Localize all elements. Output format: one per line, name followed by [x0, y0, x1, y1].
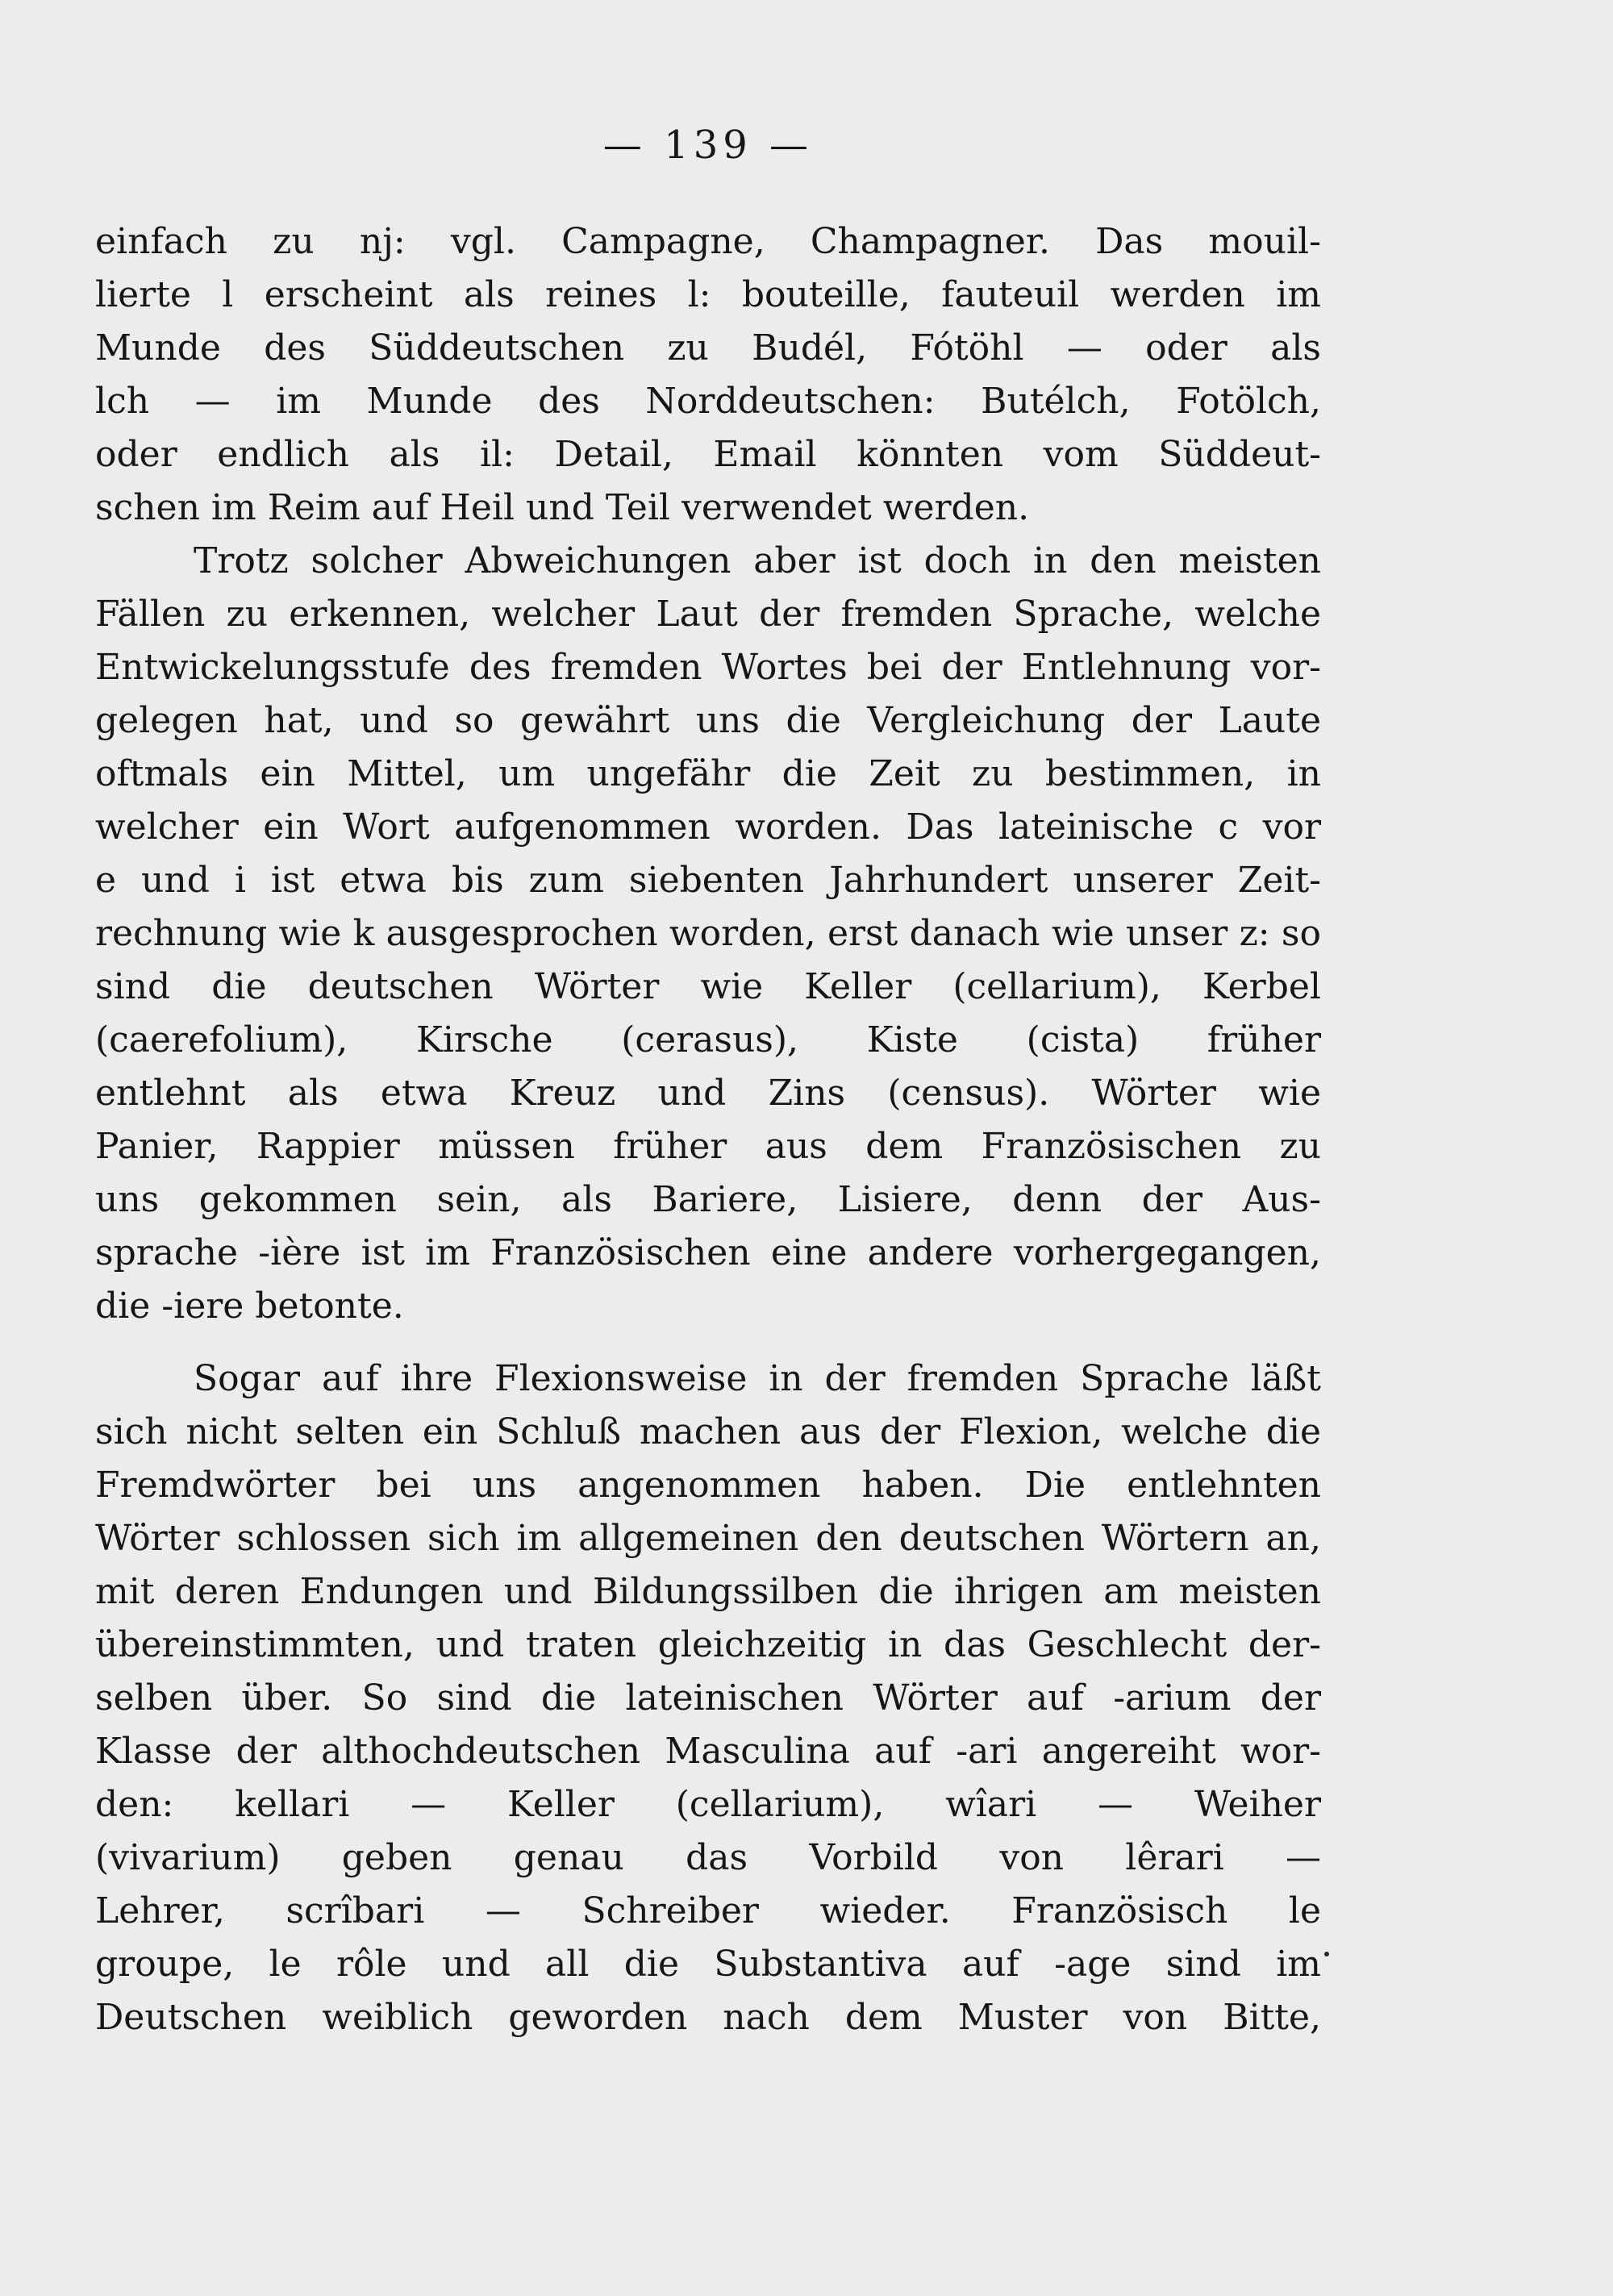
- text-line: sprache -ière ist im Französischen eine andere vorhergegangen,: [95, 1232, 1321, 1273]
- text-line: selben über. So sind die lateinischen Wörter auf -arium der: [95, 1677, 1321, 1719]
- text-line: übereinstimmten, und traten gleichzeitig in das Geschlecht der-: [95, 1624, 1321, 1665]
- text-line: Entwickelungsstufe des fremden Wortes bei der Entlehnung vor-: [95, 647, 1321, 688]
- text-line: lierte l erscheint als reines l: bouteille, fauteuil werden im: [95, 274, 1321, 315]
- text-line: Fremdwörter bei uns angenommen haben. Die entlehnten: [95, 1465, 1321, 1506]
- text-line: uns gekommen sein, als Bariere, Lisiere, denn der Aus-: [95, 1179, 1321, 1220]
- text-line: Fällen zu erkennen, welcher Laut der fremden Sprache, welche: [95, 594, 1321, 635]
- text-line: entlehnt als etwa Kreuz und Zins (census). Wörter wie: [95, 1073, 1321, 1114]
- text-line: den: kellari — Keller (cellarium), wîari — Weiher: [95, 1784, 1321, 1825]
- text-line: oder endlich als il: Detail, Email könnten vom Süddeut-: [95, 434, 1321, 475]
- text-line: mit deren Endungen und Bildungssilben die ihrigen am meisten: [95, 1571, 1321, 1612]
- text-line: (caerefolium), Kirsche (cerasus), Kiste (cista) früher: [95, 1019, 1321, 1060]
- text-line: Munde des Süddeutschen zu Budél, Fótöhl — oder als: [95, 327, 1321, 369]
- page-number: — 139 —: [602, 123, 814, 168]
- text-line: schen im Reim auf Heil und Teil verwendet werden.: [95, 487, 1030, 528]
- text-line: Lehrer, scrîbari — Schreiber wieder. Französisch le: [95, 1890, 1321, 1931]
- text-line: groupe, le rôle und all die Substantiva auf -age sind im: [95, 1944, 1321, 1985]
- text-line: die -iere betonte.: [95, 1286, 404, 1327]
- text-line: Wörter schlossen sich im allgemeinen den deutschen Wörtern an,: [95, 1518, 1321, 1559]
- text-line: Klasse der althochdeutschen Masculina auf -ari angereiht wor-: [95, 1731, 1321, 1772]
- text-line: einfach zu nj: vgl. Campagne, Champagner. Das mouil-: [95, 221, 1321, 262]
- paragraph-start-line: Trotz solcher Abweichungen aber ist doch in den meisten: [194, 540, 1321, 581]
- text-line: lch — im Munde des Norddeutschen: Butélch, Fotölch,: [95, 381, 1321, 422]
- text-line: (vivarium) geben genau das Vorbild von lêrari —: [95, 1837, 1321, 1878]
- text-line: oftmals ein Mittel, um ungefähr die Zeit zu bestimmen, in: [95, 753, 1321, 794]
- ink-speck: [1324, 1952, 1329, 1956]
- text-line: Panier, Rappier müssen früher aus dem Französischen zu: [95, 1126, 1321, 1167]
- text-line: Deutschen weiblich geworden nach dem Muster von Bitte,: [95, 1997, 1321, 2038]
- text-line: sich nicht selten ein Schluß machen aus der Flexion, welche die: [95, 1411, 1321, 1452]
- text-line: welcher ein Wort aufgenommen worden. Das lateinische c vor: [95, 806, 1321, 848]
- text-line: e und i ist etwa bis zum siebenten Jahrhundert unserer Zeit-: [95, 860, 1321, 901]
- paragraph-start-line: Sogar auf ihre Flexionsweise in der fremden Sprache läßt: [194, 1358, 1321, 1399]
- text-line: sind die deutschen Wörter wie Keller (cellarium), Kerbel: [95, 966, 1321, 1007]
- text-line: gelegen hat, und so gewährt uns die Vergleichung der Laute: [95, 700, 1321, 741]
- text-line: rechnung wie k ausgesprochen worden, erst danach wie unser z: so: [95, 913, 1321, 954]
